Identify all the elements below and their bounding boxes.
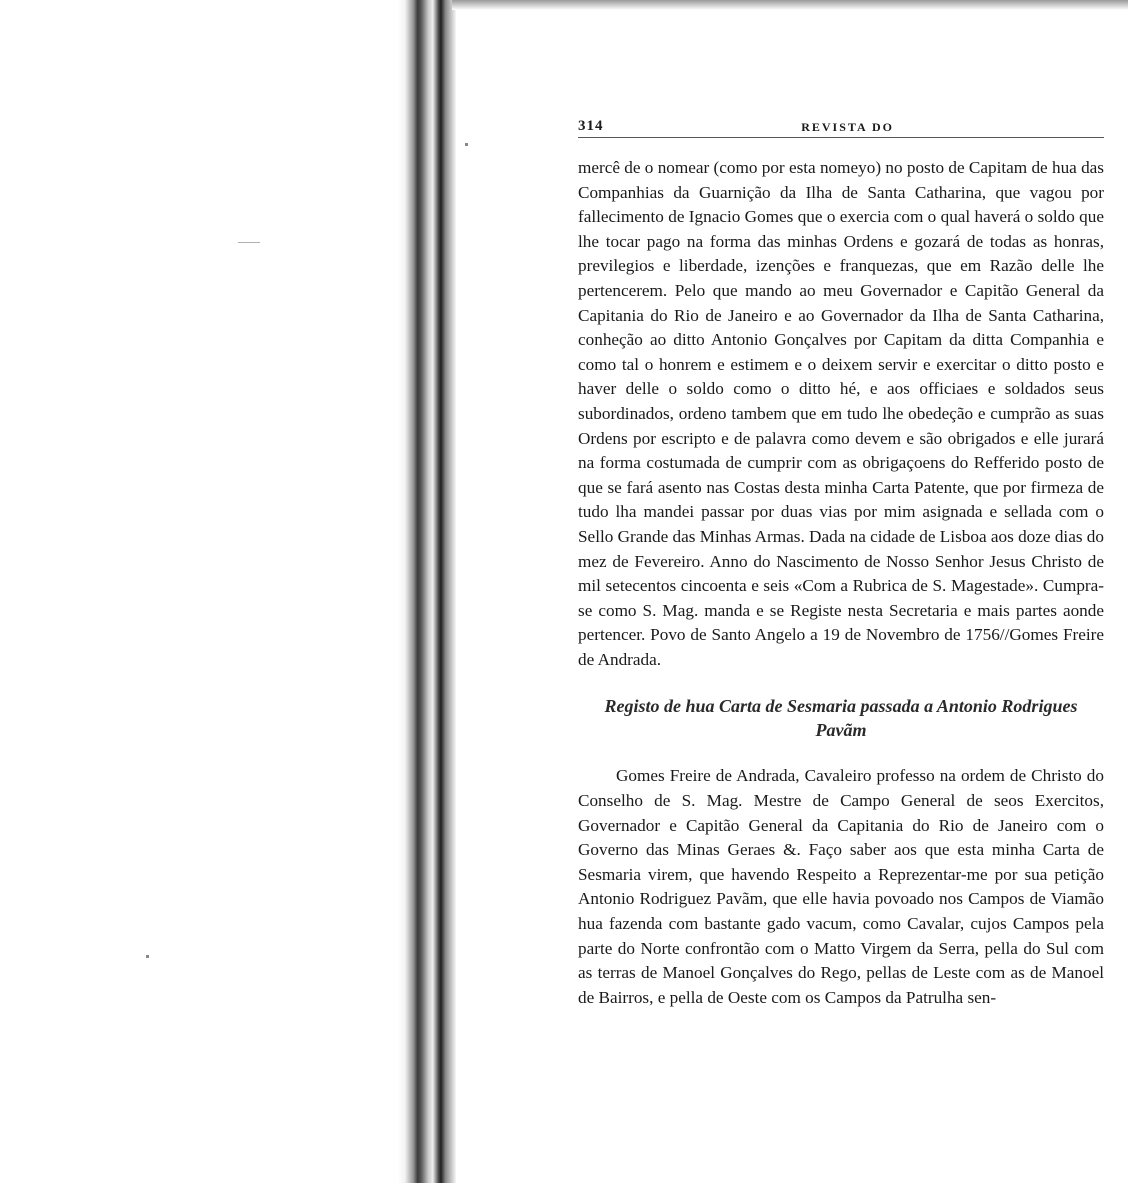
page-header <box>578 118 1104 138</box>
page-number: 314 <box>578 118 604 134</box>
section-heading: Registo de hua Carta de Sesmaria passada a Antonio Rodrigues Pavãm <box>604 696 1078 741</box>
book-page <box>578 118 1104 1010</box>
page-top-edge <box>452 0 1128 10</box>
scan-speck <box>465 143 468 146</box>
scan-mark <box>238 242 260 243</box>
running-title: REVISTA DO <box>801 120 894 134</box>
scan-speck <box>146 955 149 958</box>
section-paragraph: Gomes Freire de Andrada, Cavaleiro professo na ordem de Christo do Conselho de S. Mag. Mestre de Campo General de seos Exercitos, Governador e Capitão General da Capitania do Rio de Janeiro com o Governo das Minas Geraes &. Faço saber aos que esta minha Carta de Sesmaria virem, que havendo Respeito a Reprezentar-me por sua petição Antonio Rodriguez Pavãm, que elle havia povoado nos Campos de Viamão hua fazenda com bastante gado vacum, como Cavalar, cujos Campos pela parte do Norte confrontão com o Matto Virgem da Serra, pella do Sul com as terras de Manoel Gonçalves do Rego, pellas de Leste com as de Manoel de Bairros, e pella de Oeste com os Campos da Patrulha sen- <box>578 766 1104 1007</box>
book-gutter-shadow <box>398 0 456 1183</box>
continuation-paragraph: mercê de o nomear (como por esta nomeyo) no posto de Capitam de hua das Companhias da Guarnição da Ilha de Santa Catharina, que vagou por fallecimento de Ignacio Gomes que o exercia com o qual haverá o soldo que lhe tocar pago na forma das minhas Ordens e gozará de todas as honras, previlegios e liberdade, izenções e franquezas, que em Razão delle lhe pertencerem. Pelo que mando ao meu Governador e Capitão General da Capitania do Rio de Janeiro e ao Governador da Ilha de Santa Catharina, conheção ao ditto Antonio Gonçalves por Capitam da ditta Companhia e como tal o honrem e estimem e o deixem servir e exercitar o ditto posto e haver delle o soldo como o ditto hé, e aos officiaes e soldados seus subordinados, ordeno tambem que em tudo lhe obedeção e cumprão as suas Ordens por escripto e de palavra como devem e são obrigados e elle jurará na forma costumada de cumprir com as obrigaçoens do Refferido posto de que se fará asento nas Costas desta minha Carta Patente, que por firmeza de tudo lha mandei passar por duas vias por mim asignada e sellada com o Sello Grande das Minhas Armas. Dada na cidade de Lisboa aos doze dias do mez de Fevereiro. Anno do Nascimento de Nosso Senhor Jesus Christo de mil setecentos cincoenta e seis «Com a Rubrica de S. Magestade». Cumpra-se como S. Mag. manda e se Registe nesta Secretaria e mais partes aonde pertencer. Povo de Santo Angelo a 19 de Novembro de 1756//Gomes Freire de Andrada. <box>578 158 1104 669</box>
